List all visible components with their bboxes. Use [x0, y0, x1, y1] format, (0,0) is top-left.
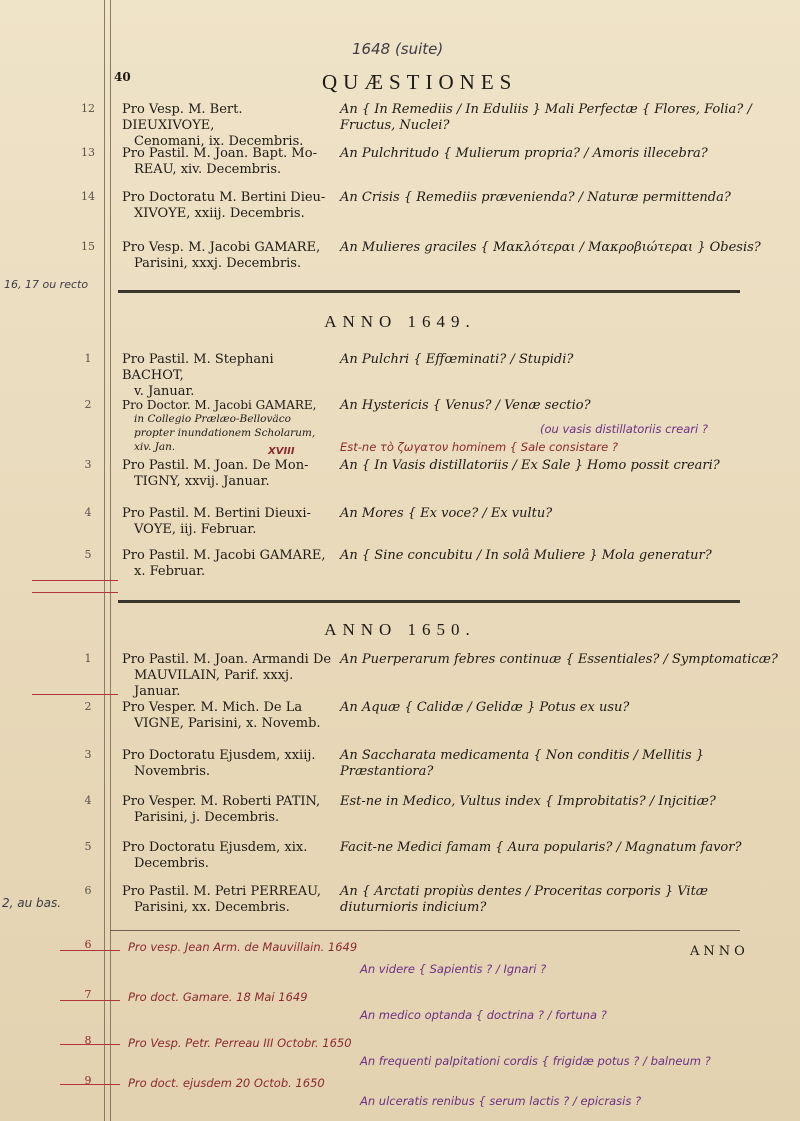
handwritten-top-note: 1648 (suite): [352, 40, 444, 58]
entry-question: An { Sine concubitu / In solâ Muliere } Mola generatur?: [340, 548, 712, 563]
margin-red-line: [32, 580, 118, 581]
entry-person: [122, 240, 334, 272]
entry-number: 4: [84, 794, 92, 807]
handwritten-number: XVIII: [268, 446, 295, 457]
margin-red-line: [32, 694, 118, 695]
entry-question: An Hystericis { Venus? / Venæ sectio?: [340, 398, 591, 413]
entry-person: [122, 102, 334, 150]
entry-person-line: Pro Pastil. M. Stephani BACHOT,: [122, 352, 274, 383]
hw-entry-person: Pro doct. Gamare. 18 Mai 1649: [128, 990, 308, 1004]
entry-person: [122, 146, 334, 178]
entry-person: [122, 794, 334, 826]
entry-question: An { Arctati propiùs dentes / Proceritas corporis } Vitæ diuturnioris indicium?: [340, 884, 709, 915]
entry-person: [122, 190, 334, 222]
entry-date-line: TIGNY, xxvij. Januar.: [134, 474, 270, 489]
entry-date-line: in Collegio Prælæo-Belloväco propter inundationem Scholarum, xiv. Jan.: [134, 413, 316, 453]
hw-entry-question: An videre { Sapientis ? / Ignari ?: [360, 962, 547, 976]
entry-person: [122, 398, 334, 454]
entry-person-line: Pro Pastil. M. Jacobi GAMARE,: [122, 548, 326, 563]
entry-person: [122, 652, 334, 700]
catchword-anno: ANNO: [690, 944, 749, 959]
entry-date-line: Parisini, xx. Decembris.: [134, 900, 290, 915]
entry-question: An Pulchritudo { Mulierum propria? / Amoris illecebra?: [340, 146, 708, 161]
hw-entry-number: 8: [84, 1034, 92, 1047]
entry-person: [122, 700, 334, 732]
entry-question: An Mores { Ex voce? / Ex vultu?: [340, 506, 553, 521]
entry-person: [122, 352, 334, 400]
entry-number: 2: [84, 700, 92, 713]
section-rule: [118, 290, 740, 293]
entry-person-line: Pro Pastil. M. Bertini Dieuxi-: [122, 506, 311, 521]
entry-person-line: Pro Doctoratu Ejusdem, xix.: [122, 840, 308, 855]
entry-number: 2: [84, 398, 92, 411]
entry-person-line: Pro Pastil. M. Joan. Armandi De: [122, 652, 332, 667]
margin-rule-inner: [110, 0, 111, 1121]
entry-date-line: MAUVILAIN, Parif. xxxj. Januar.: [134, 668, 294, 699]
entry-date-line: Decembris.: [134, 856, 209, 871]
entry-question: An Puerperarum febres continuæ { Essentiales? / Symptomaticæ?: [340, 652, 778, 667]
entry-number: 14: [81, 190, 95, 203]
divider: [110, 930, 740, 931]
entry-person-line: Pro Vesper. M. Mich. De La: [122, 700, 303, 715]
margin-note: 2, au bas.: [2, 896, 62, 910]
entry-person-line: Pro Vesper. M. Roberti PATIN,: [122, 794, 321, 809]
hw-entry-person: Pro vesp. Jean Arm. de Mauvillain. 1649: [128, 940, 358, 954]
entry-person: [122, 748, 334, 780]
entry-date-line: XIVOYE, xxiij. Decembris.: [134, 206, 305, 221]
entry-number: 3: [84, 748, 92, 761]
page-number: 40: [114, 70, 131, 84]
entry-date-line: VIGNE, Parisini, x. Novemb.: [134, 716, 321, 731]
entry-question: Est-ne in Medico, Vultus index { Improbitatis? / Injcitiæ?: [340, 794, 716, 809]
entry-person: [122, 458, 334, 490]
entry-number: 1: [84, 352, 92, 365]
entry-question: An Crisis { Remediis prævenienda? / Naturæ permittenda?: [340, 190, 731, 205]
hw-entry-question: An frequenti palpitationi cordis { frigidæ potus ? / balneum ?: [360, 1054, 711, 1068]
hw-entry-person: Pro doct. ejusdem 20 Octob. 1650: [128, 1076, 325, 1090]
entry-person: [122, 506, 334, 538]
margin-note: 16, 17 ou recto: [4, 278, 89, 291]
entry-date-line: Cenomani, ix. Decembris.: [134, 134, 304, 149]
entry-person-line: Pro Doctoratu Ejusdem, xxiij.: [122, 748, 316, 763]
entry-question: An { In Remediis / In Eduliis } Mali Perfectæ { Flores, Folia? / Fructus, Nuclei?: [340, 102, 752, 133]
entry-question: An Aquæ { Calidæ / Gelidæ } Potus ex usu?: [340, 700, 630, 715]
hw-entry-number: 6: [84, 938, 92, 951]
entry-person-line: Pro Pastil. M. Petri PERREAU,: [122, 884, 322, 899]
entry-date-line: REAU, xiv. Decembris.: [134, 162, 282, 177]
entry-question: An Saccharata medicamenta { Non conditis / Mellitis } Præstantiora?: [340, 748, 705, 779]
entry-person: [122, 884, 334, 916]
entry-date-line: Parisini, xxxj. Decembris.: [134, 256, 302, 271]
entry-person-line: Pro Doctor. M. Jacobi GAMARE,: [122, 398, 317, 412]
entry-question: Facit-ne Medici famam { Aura popularis? / Magnatum favor?: [340, 840, 742, 855]
entry-number: 4: [84, 506, 92, 519]
entry-person: [122, 840, 334, 872]
entry-number: 13: [81, 146, 95, 159]
entry-person-line: Pro Pastil. M. Joan. De Mon-: [122, 458, 309, 473]
page-title: QUÆSTIONES: [322, 70, 518, 94]
hw-entry-number: 7: [84, 988, 92, 1001]
hw-entry-question: An ulceratis renibus { serum lactis ? / epicrasis ?: [360, 1094, 642, 1108]
section-heading-1649: ANNO 1649.: [324, 312, 476, 331]
entry-question: An { In Vasis distillatoriis / Ex Sale } Homo possit creari?: [340, 458, 720, 473]
entry-number: 6: [84, 884, 92, 897]
entry-question: An Mulieres graciles { Μακλότεραι / Μακροβιώτεραι } Obesis?: [340, 240, 761, 255]
margin-rule: [104, 0, 105, 1121]
entry-person-line: Pro Pastil. M. Joan. Bapt. Mo-: [122, 146, 317, 161]
entry-number: 15: [81, 240, 95, 253]
hw-entry-person: Pro Vesp. Petr. Perreau III Octobr. 1650: [128, 1036, 352, 1050]
entry-number: 5: [84, 548, 92, 561]
hw-entry-question: An medico optanda { doctrina ? / fortuna ?: [360, 1008, 607, 1022]
entry-number: 3: [84, 458, 92, 471]
entry-person-line: Pro Vesp. M. Bert. DIEUXIVOYE,: [122, 102, 243, 133]
entry-number: 1: [84, 652, 92, 665]
hw-entry-number: 9: [84, 1074, 92, 1087]
handwritten-annotation: Est-ne τὸ ζωγατον hominem { Sale consistare ?: [340, 440, 618, 454]
entry-person-line: Pro Vesp. M. Jacobi GAMARE,: [122, 240, 321, 255]
entry-date-line: Novembris.: [134, 764, 211, 779]
handwritten-annotation: (ou vasis distillatoriis creari ?: [540, 422, 708, 436]
entry-number: 12: [81, 102, 95, 115]
section-heading-1650: ANNO 1650.: [324, 620, 476, 639]
entry-question: An Pulchri { Effœminati? / Stupidi?: [340, 352, 574, 367]
entry-date-line: VOYE, iij. Februar.: [134, 522, 257, 537]
entry-date-line: Parisini, j. Decembris.: [134, 810, 280, 825]
entry-date-line: x. Februar.: [134, 564, 206, 579]
entry-person-line: Pro Doctoratu M. Bertini Dieu-: [122, 190, 326, 205]
entry-date-line: v. Januar.: [134, 384, 195, 399]
section-rule: [118, 600, 740, 603]
entry-person: [122, 548, 334, 580]
entry-number: 5: [84, 840, 92, 853]
margin-red-line: [32, 592, 118, 593]
